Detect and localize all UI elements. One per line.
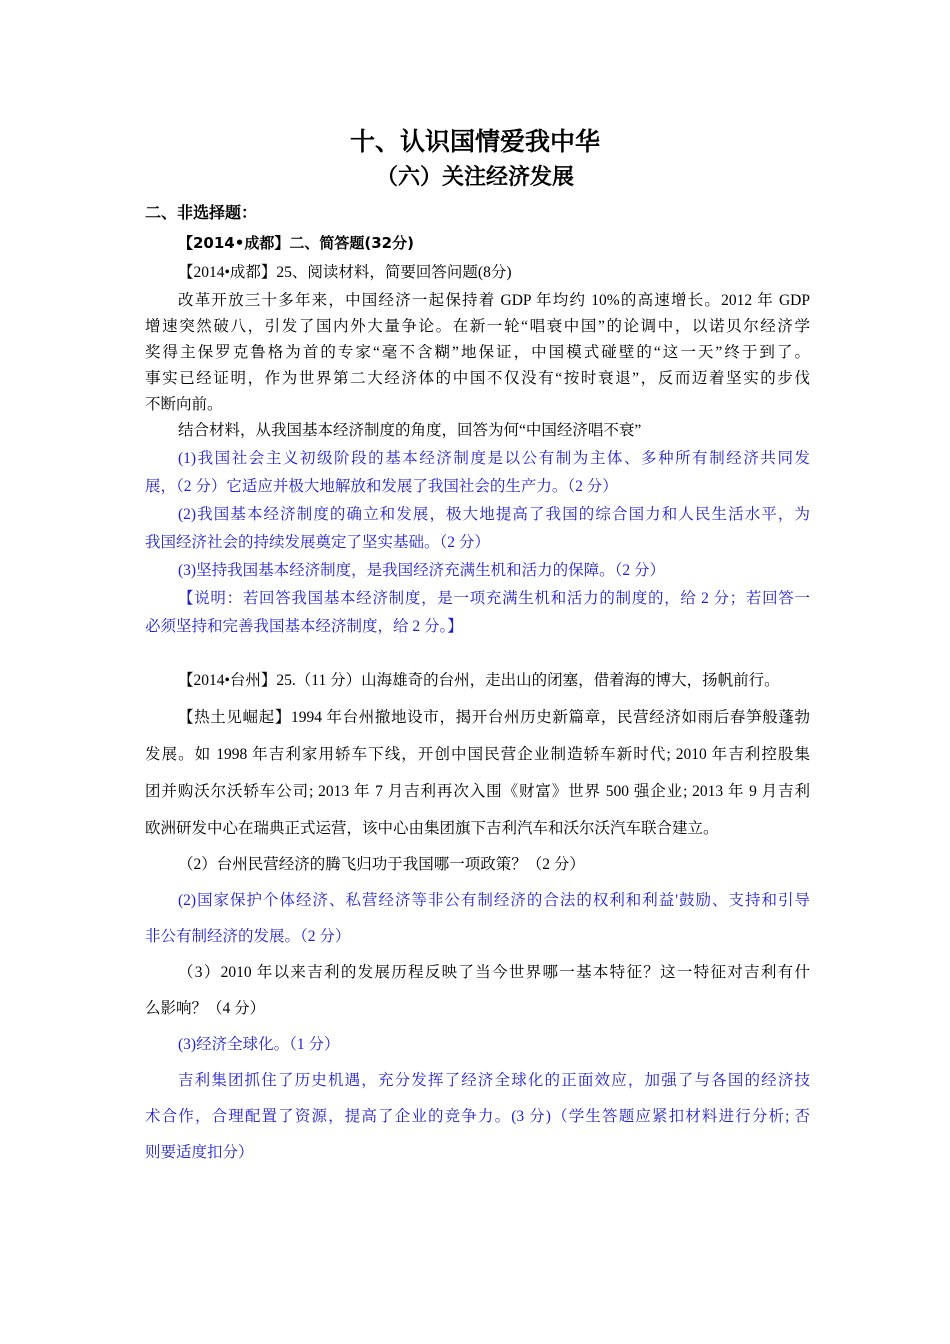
material-line: 增速突然破八，引发了国内外大量争论。在新一轮“唱衰中国”的论调中，以诺贝尔经济学 (145, 318, 810, 335)
page-subtitle: （六）关注经济发展 (375, 165, 574, 190)
answer-3: 吉利集团抓住了历史机遇，充分发挥了经济全球化的正面效应，加强了与各国的经济技 (178, 1072, 810, 1089)
material-line: 事实已经证明，作为世界第二大经济体的中国不仅没有“按时衰退”，反而迈着坚实的步伐 (145, 370, 810, 387)
material-line: 改革开放三十多年来，中国经济一起保持着 GDP 年均约 10%的高速增长。2012 年 GDP (178, 292, 810, 309)
chengdu-question: 【2014•成都】25、阅读材料，简要回答问题(8分) (178, 264, 512, 281)
answer-line: (2)我国基本经济制度的确立和发展，极大地提高了我国的综合国力和人民生活水平，为 (178, 506, 810, 523)
answer-line: 展，（2 分）它适应并极大地解放和发展了我国社会的生产力。（2 分） (145, 478, 618, 495)
answer-3: (3)经济全球化。（1 分） (178, 1036, 340, 1053)
taizhou-intro: 【2014•台州】25.（11 分）山海雄奇的台州，走出山的闭塞，借着海的博大，扬帆前行。 (178, 672, 780, 689)
chengdu-prompt: 结合材料，从我国基本经济制度的角度，回答为何“中国经济唱不衰” (178, 422, 642, 439)
material-line: 不断向前。 (145, 396, 223, 413)
answer-line: (1)我国社会主义初级阶段的基本经济制度是以公有制为主体、多种所有制经济共同发 (178, 450, 810, 467)
question-3: 么影响？（4 分） (145, 1000, 266, 1017)
answer-2: (2)国家保护个体经济、私营经济等非公有制经济的合法的权利和利益'鼓励、支持和引导 (178, 892, 810, 909)
answer-line: 我国经济社会的持续发展奠定了坚实基础。（2 分） (145, 534, 490, 551)
question-3: （3）2010 年以来吉利的发展历程反映了当今世界哪一基本特征？这一特征对吉利有什 (178, 964, 810, 981)
chengdu-header: 【2014•成都】二、简答题(32分) (178, 234, 414, 252)
page-title: 十、认识国情爱我中华 (349, 127, 600, 156)
answer-line: (3)坚持我国基本经济制度，是我国经济充满生机和活力的保障。（2 分） (178, 562, 665, 579)
answer-2: 非公有制经济的发展。（2 分） (145, 928, 351, 945)
answer-3: 则要适度扣分） (145, 1144, 254, 1161)
question-2: （2）台州民营经济的腾飞归功于我国哪一项政策？（2 分） (178, 856, 585, 873)
taizhou-material-line: 【热土见崛起】1994 年台州撤地设市，揭开台州历史新篇章，民营经济如雨后春笋般蓬勃 (178, 709, 810, 726)
scoring-note: 必须坚持和完善我国基本经济制度，给 2 分。】 (145, 618, 463, 635)
taizhou-material-line: 欧洲研发中心在瑞典正式运营，该中心由集团旗下吉利汽车和沃尔沃汽车联合建立。 (145, 820, 719, 837)
taizhou-material-line: 发展。如 1998 年吉利家用轿车下线，开创中国民营企业制造轿车新时代; 2010 年吉利控股集 (145, 746, 810, 763)
material-line: 奖得主保罗克鲁格为首的专家“毫不含糊”地保证，中国模式碰壁的“这一天”终于到了。 (145, 344, 810, 361)
scoring-note: 【说明：若回答我国基本经济制度，是一项充满生机和活力的制度的，给 2 分；若回答一 (178, 590, 810, 607)
answer-3: 术合作，合理配置了资源，提高了企业的竞争力。(3 分)（学生答题应紧扣材料进行分析; 否 (145, 1108, 810, 1125)
taizhou-material-line: 团并购沃尔沃轿车公司; 2013 年 7 月吉利再次入围《财富》世界 500 强企业; 2013 年 9 月吉利 (145, 783, 810, 800)
section-heading: 二、非选择题： (145, 203, 258, 222)
